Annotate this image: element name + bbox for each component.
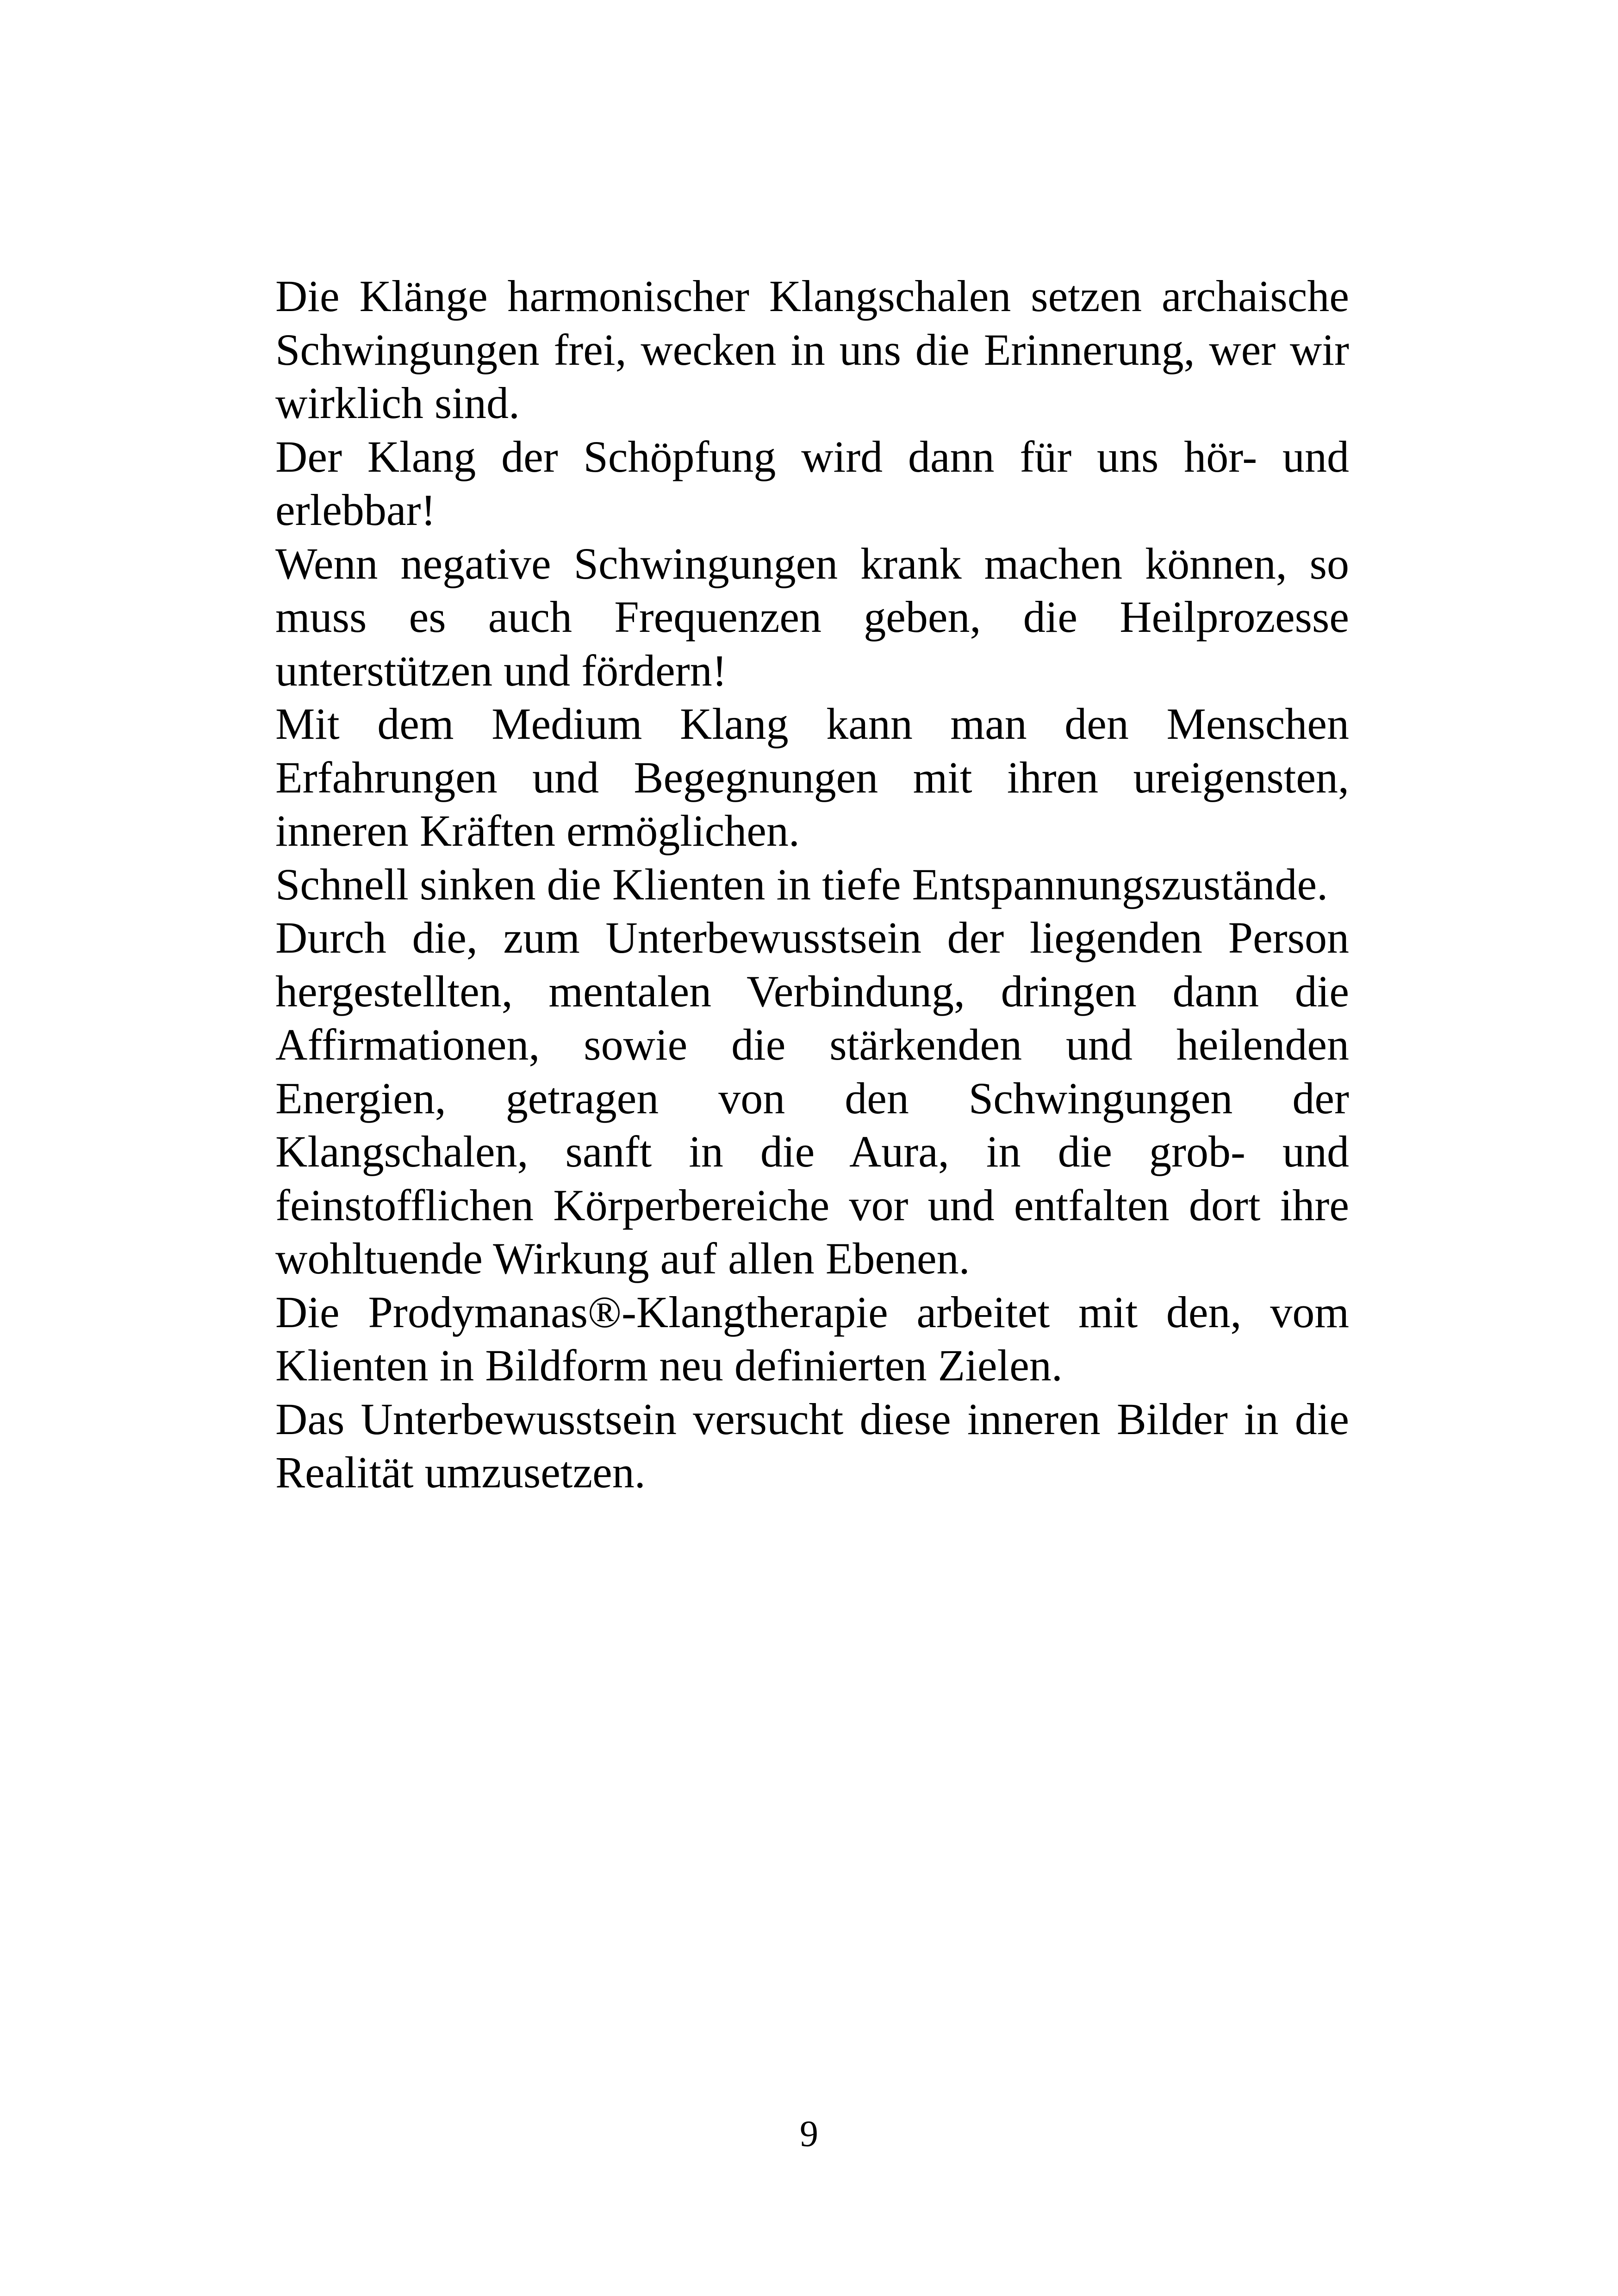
- paragraph: Das Unterbewusstsein versucht diese inneren Bilder in die Realität umzusetzen.: [275, 1394, 1349, 1497]
- paragraph: Wenn negative Schwingungen krank machen können, so muss es auch Frequenzen geben, die Heilprozesse unterstützen und fördern!: [275, 538, 1349, 695]
- paragraph: Die Klänge harmonischer Klangschalen setzen archaische Schwingungen frei, wecken in uns die Erinnerung, wer wir wirklich sind.: [275, 271, 1349, 428]
- paragraph: Schnell sinken die Klienten in tiefe Entspannungszustände.: [275, 859, 1328, 909]
- paragraph: Durch die, zum Unterbewusstsein der liegenden Person hergestellten, mentalen Verbindung, dringen dann die Affirmationen, sowie die stärkenden und heilenden Energien, getragen von den Schwingungen der Klangschalen, sanft in die Aura, in die grob- und feinstofflichen Körperbereiche vor und entfalten dort ihre wohltuende Wirkung auf allen Ebenen.: [275, 913, 1349, 1283]
- body-text: [275, 269, 1349, 1499]
- paragraph: Die Prodymanas®-Klangtherapie arbeitet mit den, vom Klienten in Bildform neu definierten Zielen.: [275, 1287, 1349, 1390]
- paragraph: Der Klang der Schöpfung wird dann für uns hör- und erlebbar!: [275, 431, 1349, 535]
- paragraph: Mit dem Medium Klang kann man den Menschen Erfahrungen und Begegnungen mit ihren ureigensten, inneren Kräften ermöglichen.: [275, 699, 1349, 855]
- page-number: 9: [800, 2114, 818, 2154]
